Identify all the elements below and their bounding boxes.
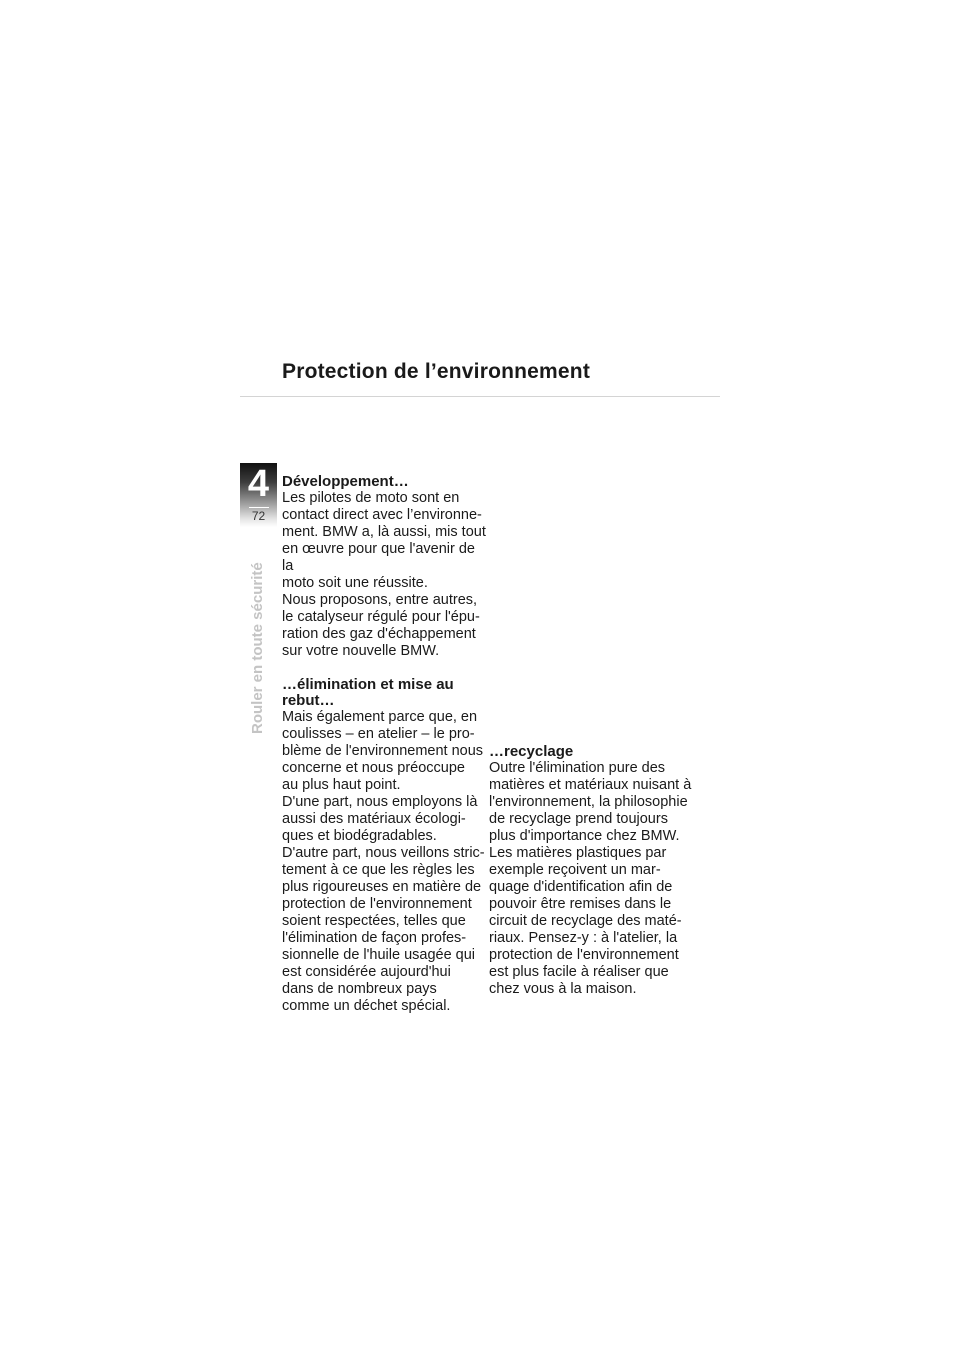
page-number: 72	[251, 509, 266, 523]
section-elimination	[282, 677, 487, 1015]
section-body: Outre l'élimination pure des matières et matériaux nuisant à l'environnement, la philosophie de recyclage prend toujours plus d'importance chez BMW. Les matières plastiques par exemple reçoivent un mar- quage d'identification afin de pouvoir être remises dans le circuit de recyclage des maté- riaux. Pensez-y : à l'atelier, la protection de l'environnement est plus facile à réaliser que chez vous à la maison.	[489, 760, 692, 997]
section-body: Les pilotes de moto sont en contact direct avec l’environne- ment. BMW a, là aussi, mis tout en œuvre pour que l'avenir de la moto soit une réussite. Nous proposons, entre autres, le catalyseur régulé pour l'épu- ration des gaz d'échappement sur votre nouvelle BMW.	[282, 490, 486, 659]
section-developpement	[282, 474, 487, 660]
section-recyclage	[489, 744, 694, 998]
section-body: Mais également parce que, en coulisses – en atelier – le pro- blème de l'environnement nous concerne et nous préoccupe au plus haut point. D'une part, nous employons là aussi des matériaux écologi- ques et biodégradables. D'autre part, nous veillons stric- tement à ce que les règles les plus rigoureuses en matière de protection de l'environnement soient respectées, telles que l'élimination de façon profes- sionnelle de l'huile usagée qui est considérée aujourd'hui dans de nombreux pays comme un déchet spécial.	[282, 709, 485, 1014]
section-heading: …élimination et mise au rebut…	[282, 676, 454, 709]
chapter-number: 4	[247, 463, 270, 505]
right-column	[489, 744, 694, 998]
section-heading: …recyclage	[489, 743, 574, 760]
page-title: Protection de l’environnement	[282, 360, 591, 383]
title-divider	[240, 396, 720, 397]
section-heading: Développement…	[282, 473, 409, 490]
chapter-tab	[240, 463, 277, 527]
left-column	[282, 474, 487, 1015]
chapter-side-label: Rouler en toute sécurité	[249, 562, 266, 734]
chapter-divider	[249, 507, 269, 508]
